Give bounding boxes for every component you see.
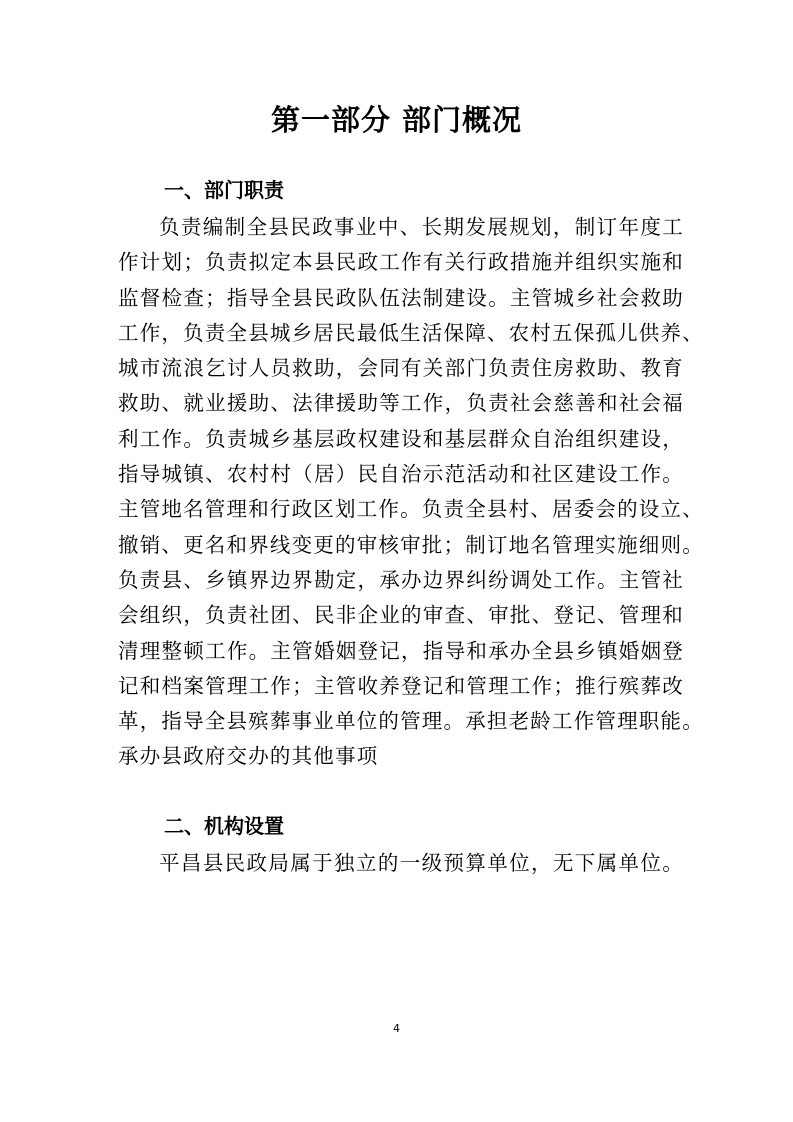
paragraph-line: 会组织，负责社团、民非企业的审查、审批、登记、管理和 bbox=[118, 603, 684, 628]
paragraph-line: 记和档案管理工作；主管收养登记和管理工作；推行殡葬改 bbox=[118, 673, 684, 698]
paragraph-line: 监督检查；指导全县民政队伍法制建设。主管城乡社会救助 bbox=[118, 285, 684, 310]
section-heading-duties: 一、部门职责 bbox=[164, 178, 284, 202]
paragraph-line: 工作，负责全县城乡居民最低生活保障、农村五保孤儿供养、 bbox=[118, 320, 704, 345]
paragraph-line: 撤销、更名和界线变更的审核审批；制订地名管理实施细则。 bbox=[118, 532, 704, 557]
paragraph-line: 城市流浪乞讨人员救助，会同有关部门负责住房救助、教育 bbox=[118, 356, 684, 381]
paragraph-line: 主管地名管理和行政区划工作。负责全县村、居委会的设立、 bbox=[118, 497, 704, 522]
paragraph-line: 利工作。负责城乡基层政权建设和基层群众自治组织建设， bbox=[118, 426, 684, 451]
paragraph-line: 作计划；负责拟定本县民政工作有关行政措施并组织实施和 bbox=[118, 250, 684, 275]
organization-paragraph bbox=[118, 846, 684, 881]
paragraph-line: 负责编制全县民政事业中、长期发展规划，制订年度工 bbox=[159, 215, 684, 239]
paragraph-line: 指导城镇、农村村（居）民自治示范活动和社区建设工作。 bbox=[118, 462, 684, 487]
paragraph-line: 平昌县民政局属于独立的一级预算单位，无下属单位。 bbox=[159, 851, 684, 875]
page-title: 第一部分 部门概况 bbox=[270, 103, 523, 137]
page-number: 4 bbox=[393, 1022, 400, 1035]
paragraph-line: 负责县、乡镇界边界勘定，承办边界纠纷调处工作。主管社 bbox=[118, 567, 684, 592]
paragraph-line: 承办县政府交办的其他事项 bbox=[118, 744, 379, 769]
paragraph-line: 清理整顿工作。主管婚姻登记，指导和承办全县乡镇婚姻登 bbox=[118, 638, 684, 663]
section-heading-organization: 二、机构设置 bbox=[164, 814, 284, 838]
paragraph-line: 革，指导全县殡葬事业单位的管理。承担老龄工作管理职能。 bbox=[118, 709, 704, 734]
duties-paragraph bbox=[118, 210, 704, 775]
paragraph-line: 救助、就业援助、法律援助等工作，负责社会慈善和社会福 bbox=[118, 391, 684, 416]
